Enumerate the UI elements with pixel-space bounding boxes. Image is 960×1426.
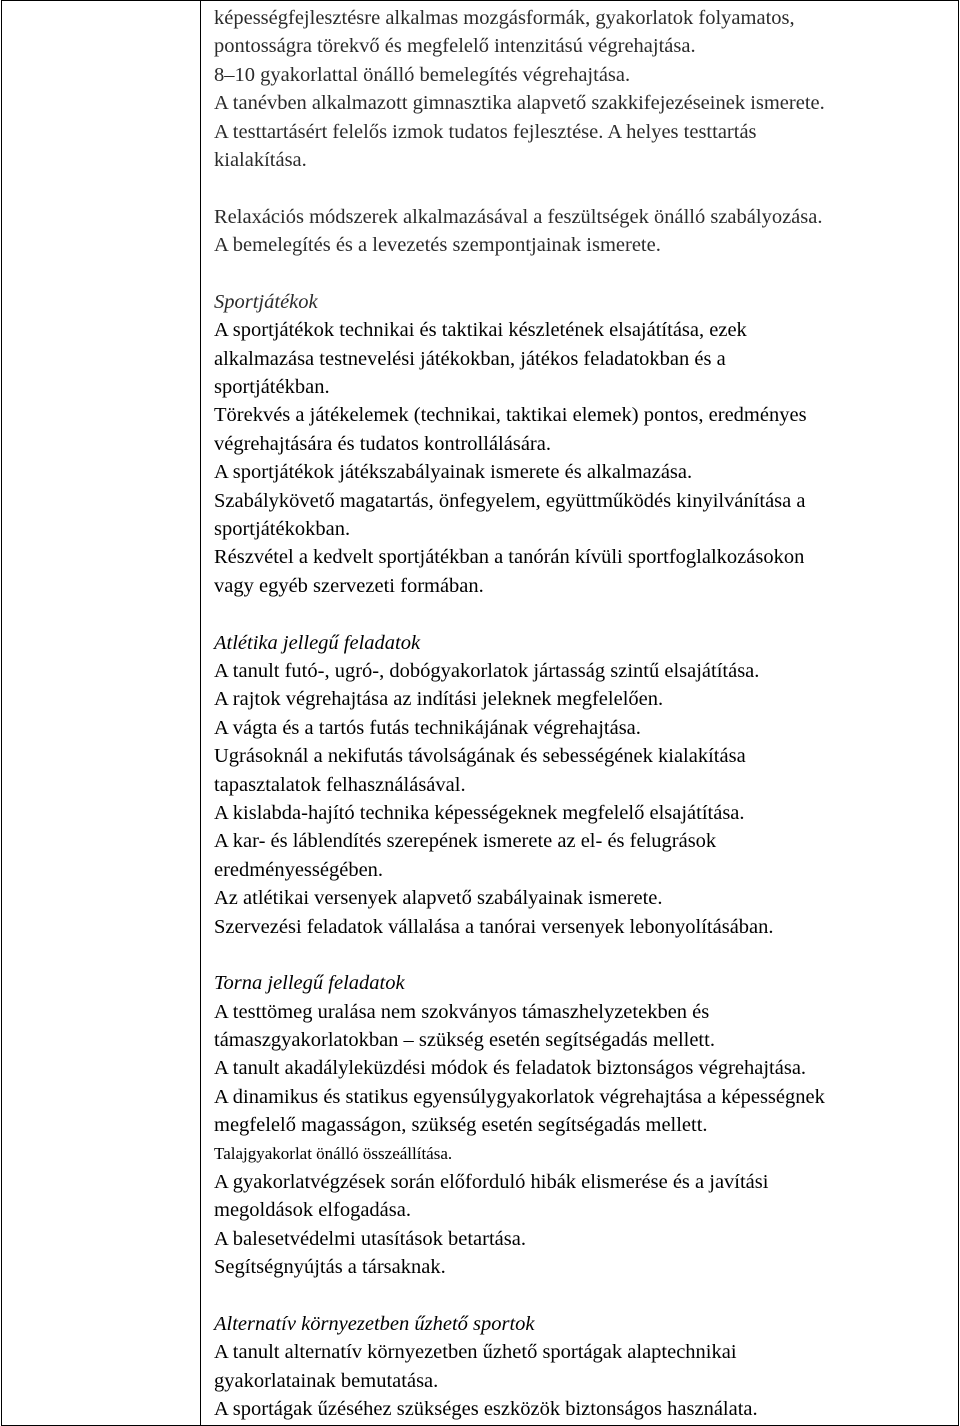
section-heading: Sportjátékok — [214, 290, 318, 313]
paragraph-gap — [214, 600, 958, 628]
text-line: A kislabda-hajító technika képességeknek megfelelő elsajátítása. — [214, 801, 745, 824]
text-line: megoldások elfogadása. — [214, 1199, 411, 1222]
text-line: Segítségnyújtás a társaknak. — [214, 1256, 446, 1279]
text-line: sportjátékokban. — [214, 518, 351, 541]
text-line: Az atlétikai versenyek alapvető szabályainak ismerete. — [214, 887, 663, 910]
section-heading: Atlétika jellegű feladatok — [214, 631, 421, 654]
text-line: Részvétel a kedvelt sportjátékban a tanórán kívüli sportfoglalkozásokon — [214, 546, 805, 569]
text-line: Szervezési feladatok vállalása a tanórai versenyek lebonyolításában. — [214, 915, 774, 938]
text-line: vagy egyéb szervezeti formában. — [214, 574, 484, 597]
text-line: támaszgyakorlatokban – szükség esetén segítségadás mellett. — [214, 1029, 715, 1052]
section-heading: Alternatív környezetben űzhető sportok — [214, 1312, 535, 1335]
text-line: A rajtok végrehajtása az indítási jeleknek megfelelően. — [214, 688, 664, 711]
table-right-cell — [201, 1, 958, 1425]
text-line: megfelelő magasságon, szükség esetén segítségadás mellett. — [214, 1114, 708, 1137]
text-line: A tanult akadályleküzdési módok és feladatok biztonságos végrehajtása. — [214, 1057, 807, 1080]
text-line: Szabálykövető magatartás, önfegyelem, együttműködés kinyilvánítása a — [214, 489, 806, 512]
text-line: A bemelegítés és a levezetés szempontjainak ismerete. — [214, 234, 661, 257]
text-line: A sportjátékok játékszabályainak ismerete és alkalmazása. — [214, 461, 693, 484]
text-line: sportjátékban. — [214, 376, 330, 399]
text-line: A tanult futó-, ugró-, dobógyakorlatok jártasság szintű elsajátítása. — [214, 659, 760, 682]
paragraph-gap — [214, 260, 958, 288]
text-line: A balesetvédelmi utasítások betartása. — [214, 1227, 526, 1250]
text-line: A tanult alternatív környezetben űzhető sportágak alaptechnikai — [214, 1341, 737, 1364]
section-heading: Torna jellegű feladatok — [214, 972, 405, 995]
text-line: tapasztalatok felhasználásával. — [214, 773, 466, 796]
text-line: képességfejlesztésre alkalmas mozgásformák, gyakorlatok folyamatos, — [214, 7, 795, 29]
text-line: pontosságra törekvő és megfelelő intenzitású végrehajtása. — [214, 35, 696, 58]
text-line: kialakítása. — [214, 148, 307, 171]
content-table — [1, 0, 959, 1426]
text-line: Törekvés a játékelemek (technikai, taktikai elemek) pontos, eredményes — [214, 404, 807, 427]
text-line: A sportágak űzéséhez szükséges eszközök biztonságos használata. — [214, 1398, 758, 1421]
paragraph-gap — [214, 174, 958, 202]
text-line: A testtömeg uralása nem szokványos támaszhelyzetekben és — [214, 1000, 710, 1023]
text-line: A kar- és láblendítés szerepének ismerete az el- és felugrások — [214, 830, 717, 853]
text-line: alkalmazása testnevelési játékokban, játékos feladatokban és a — [214, 347, 726, 370]
text-line: Ugrásoknál a nekifutás távolságának és sebességének kialakítása — [214, 745, 746, 768]
text-line: A dinamikus és statikus egyensúlygyakorlatok végrehajtása a képességnek — [214, 1085, 825, 1108]
text-line: Talajgyakorlat önálló összeállítása. — [214, 1143, 453, 1163]
text-line: Relaxációs módszerek alkalmazásával a feszültségek önálló szabályozása. — [214, 205, 823, 228]
table-left-cell — [2, 1, 201, 1425]
text-line: végrehajtására és tudatos kontrollálására. — [214, 432, 551, 455]
paragraph-gap — [214, 941, 958, 969]
text-line: A gyakorlatvégzések során előforduló hibák elismerése és a javítási — [214, 1171, 769, 1194]
paragraph-gap — [214, 1282, 958, 1310]
text-line: 8–10 gyakorlattal önálló bemelegítés végrehajtása. — [214, 63, 631, 86]
text-line: eredményességében. — [214, 858, 384, 881]
text-line: A vágta és a tartós futás technikájának végrehajtása. — [214, 716, 641, 739]
text-line: A sportjátékok technikai és taktikai készletének elsajátítása, ezek — [214, 319, 747, 342]
text-line: A tanévben alkalmazott gimnasztika alapvető szakkifejezéseinek ismerete. — [214, 92, 825, 115]
text-line: A testtartásért felelős izmok tudatos fejlesztése. A helyes testtartás — [214, 120, 757, 143]
text-line: gyakorlatainak bemutatása. — [214, 1369, 439, 1392]
